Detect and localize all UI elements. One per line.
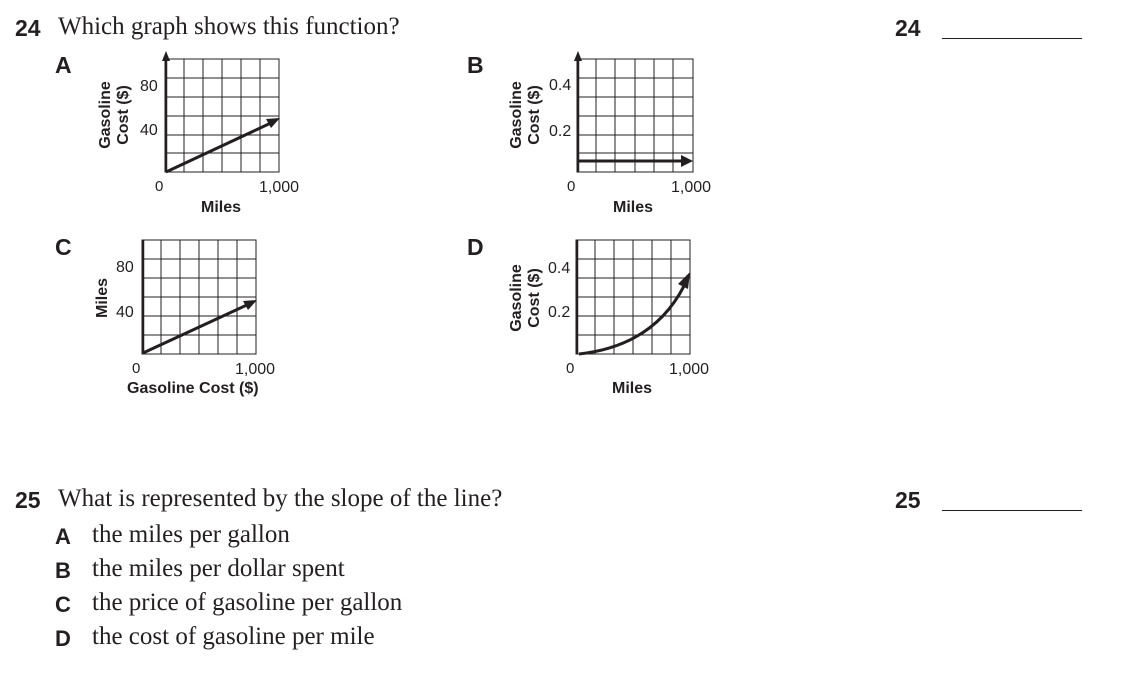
- grid-a: [165, 59, 279, 172]
- option-a-letter: A: [55, 52, 72, 78]
- grid-c: [142, 240, 256, 354]
- y-tick-04-b: 0.4: [549, 77, 572, 94]
- y-axis-label-c: Miles: [94, 277, 111, 319]
- y-tick-40-c: 40: [116, 304, 134, 321]
- choice-b-letter: B: [55, 558, 71, 583]
- option-d-letter: D: [467, 234, 484, 260]
- graph-b: [495, 45, 735, 225]
- choice-c-letter: C: [55, 592, 71, 617]
- origin-label-c: 0: [132, 360, 141, 377]
- graph-d: [495, 228, 735, 403]
- y-tick-02-d: 0.2: [548, 304, 571, 321]
- question-25-number: 25: [15, 487, 41, 513]
- y-tick-40-a: 40: [140, 122, 158, 139]
- choice-d-text: the cost of gasoline per mile: [92, 623, 375, 650]
- answer-25-blank[interactable]: [942, 510, 1082, 511]
- choice-a-letter: A: [55, 524, 71, 549]
- x-end-label-c: 1,000: [235, 361, 276, 378]
- y-tick-80-a: 80: [140, 78, 158, 95]
- y-axis-label-d-line1: Gasoline: [508, 264, 525, 332]
- option-b-letter: B: [467, 52, 484, 78]
- origin-label-b: 0: [567, 178, 576, 195]
- x-end-label-a: 1,000: [259, 179, 300, 196]
- y-axis-label-b-line2: Cost ($): [526, 85, 543, 145]
- data-line-c: [143, 304, 249, 353]
- data-line-a: [166, 122, 273, 172]
- choice-c-text: the price of gasoline per gallon: [92, 589, 403, 616]
- answer-24-blank[interactable]: [942, 38, 1082, 39]
- data-curve-arrow-d: [678, 272, 690, 289]
- y-axis-label-a-line2: Cost ($): [115, 85, 132, 145]
- y-axis-label-a-line1: Gasoline: [97, 81, 114, 149]
- x-axis-label-c: Gasoline Cost ($): [127, 380, 259, 397]
- y-axis-label-b-line1: Gasoline: [508, 81, 525, 149]
- grid-b: [577, 59, 693, 172]
- graph-c: [85, 228, 325, 403]
- question-24-text: Which graph shows this function?: [58, 13, 400, 40]
- x-axis-label-b: Miles: [613, 199, 654, 216]
- x-end-label-b: 1,000: [671, 179, 712, 196]
- answer-25-number: 25: [895, 487, 921, 513]
- y-tick-80-c: 80: [116, 259, 134, 276]
- option-c-letter: C: [55, 234, 72, 260]
- x-end-label-d: 1,000: [669, 361, 710, 378]
- graph-a: [85, 45, 325, 225]
- origin-label-d: 0: [566, 360, 575, 377]
- origin-label-a: 0: [155, 178, 164, 195]
- choice-d-letter: D: [55, 626, 71, 651]
- y-tick-04-d: 0.4: [548, 260, 571, 277]
- x-axis-label-a: Miles: [201, 199, 242, 216]
- x-axis-label-d: Miles: [612, 380, 653, 397]
- y-tick-02-b: 0.2: [549, 123, 572, 140]
- y-axis-label-d-line2: Cost ($): [526, 268, 543, 328]
- choice-b-text: the miles per dollar spent: [92, 555, 345, 582]
- data-line-arrow-b: [681, 155, 693, 167]
- y-axis-arrow-a: [162, 51, 170, 61]
- question-25-text: What is represented by the slope of the line?: [58, 485, 503, 512]
- answer-24-number: 24: [895, 15, 921, 41]
- question-24-number: 24: [15, 15, 41, 41]
- choice-a-text: the miles per gallon: [92, 521, 290, 548]
- y-axis-arrow-b: [574, 51, 582, 61]
